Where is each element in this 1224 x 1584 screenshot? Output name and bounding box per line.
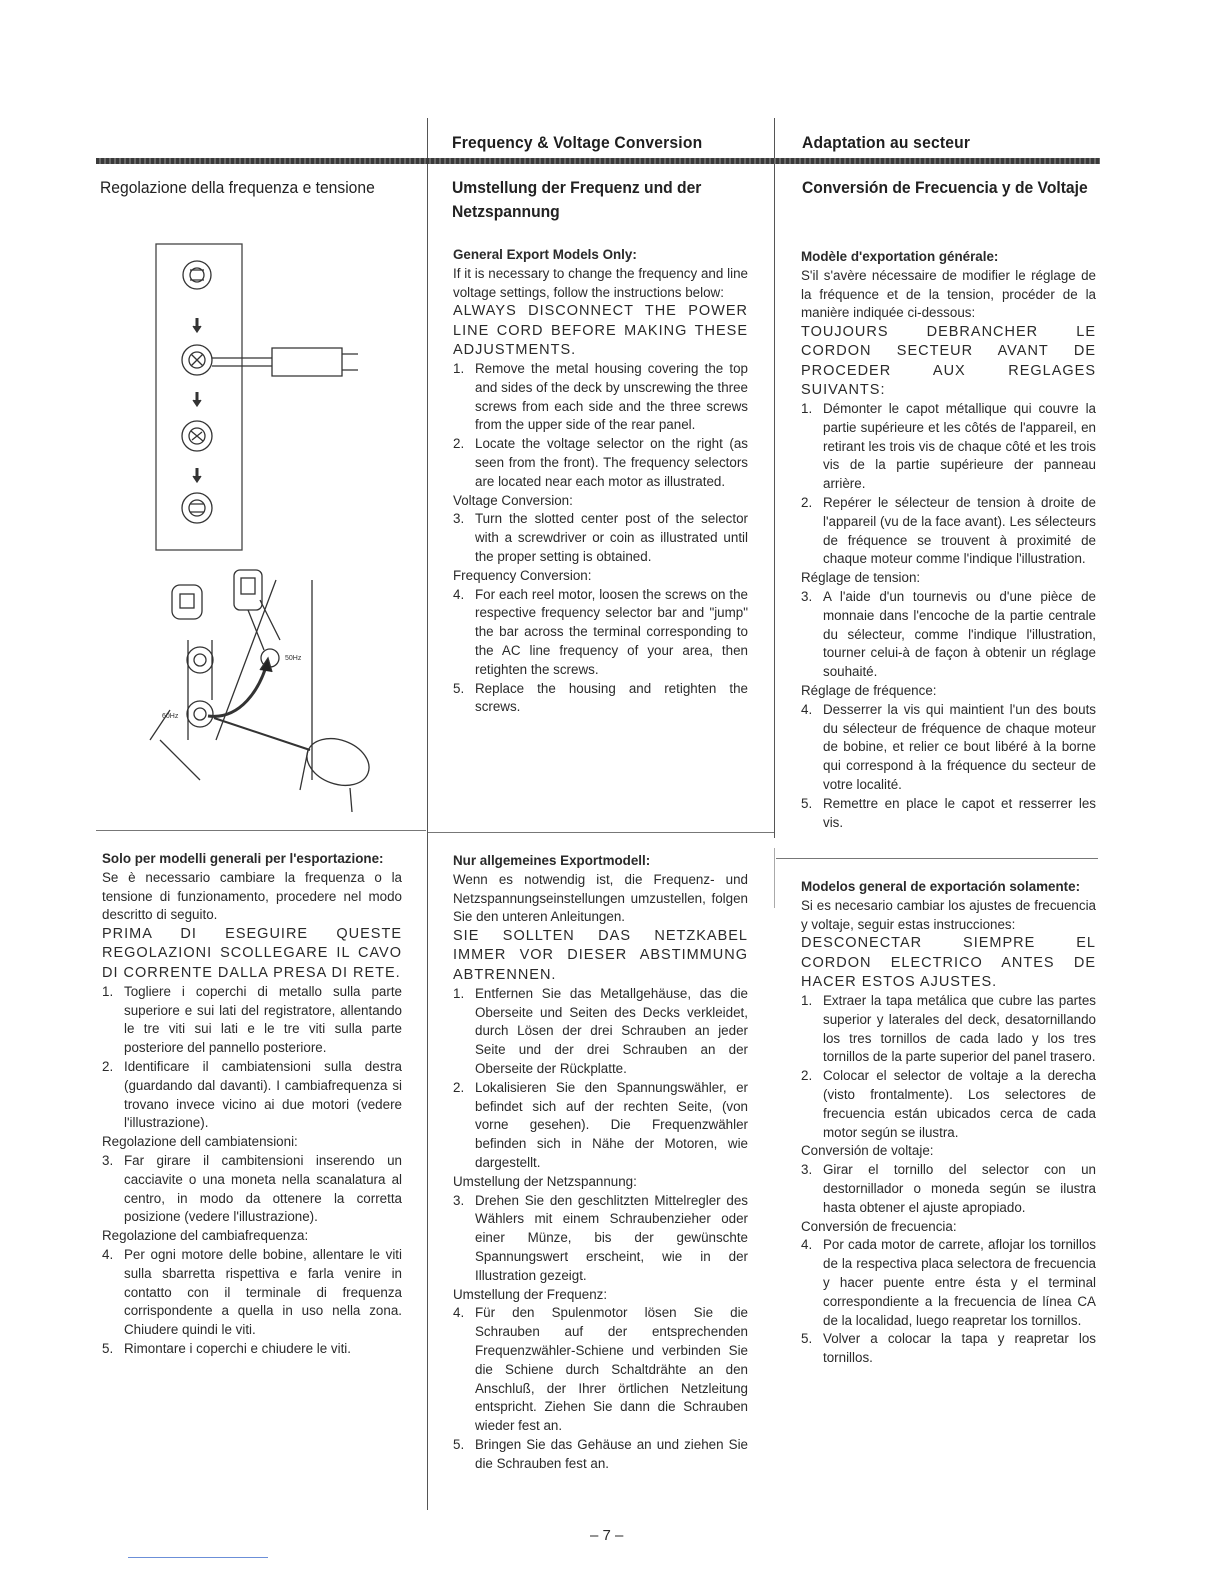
it-steps-b: [102, 1152, 402, 1227]
column-italian: [102, 850, 402, 1359]
fr-steps-c: [801, 701, 1096, 833]
column-english: [453, 246, 748, 717]
it-steps-c: [102, 1246, 402, 1359]
en-heading: General Export Models Only:: [453, 247, 637, 262]
en-step-5: 5. Replace the housing and retighten the screws.: [453, 680, 748, 715]
de-voltage-heading: Umstellung der Netzspannung:: [453, 1173, 637, 1189]
fr-step-3: 3. A l'aide d'un tournevis ou d'une pièce de monnaie dans l'encoche de la partie centrale du sélecteur, comme l'indique l'illustration, tourner celui-à de façon à obtenir un réglage souhaité.: [801, 588, 1096, 680]
fr-step-2: 2. Repérer le sélecteur de tension à droite de l'appareil (vu de la face avant). Les sélecteurs de fréquence se trouvent à proximité de chaque moteur comme l'indique l'illustration.: [801, 494, 1096, 567]
it-heading: Solo per modelli generali per l'esportazione:: [102, 851, 384, 866]
en-steps-a: [453, 360, 748, 492]
divider-right-bottom: [774, 848, 775, 908]
divider-left-top: [427, 118, 428, 1510]
es-heading: Modelos general de exportación solamente:: [801, 879, 1081, 894]
it-step-4: 4. Per ogni motore delle bobine, allentare le viti sulla sbarretta rispettiva e farla venire in contatto con il terminale di frequenza corrispondente a quella in uso nella zona. Chiudere quindi le viti.: [102, 1246, 402, 1338]
rule-mid-bottom: [428, 832, 774, 833]
en-step-2: 2. Locate the voltage selector on the right (as seen from the front). The frequency selectors are located near each motor as illustrated.: [453, 436, 748, 489]
es-step-1: 1. Extraer la tapa metálica que cubre las partes superior y laterales del deck, desatornillando los tres tornillos de cada lado y los tres tornillos de la parte superior del panel trasero.: [801, 993, 1096, 1065]
header-rule: [96, 158, 1100, 164]
es-steps-a: [801, 992, 1096, 1142]
de-step-4: 4. Für den Spulenmotor lösen Sie die Schrauben auf der entsprechenden Frequenzwähler-Schiene und verbinden Sie die Schiene durch Schaltdrähte an den Anschluß, der Ihrer örtlichen Netzleitung entspricht. Ziehen Sie dann die Schrauben wieder fest an.: [453, 1305, 748, 1434]
voltage-selector-step2: [182, 345, 358, 376]
footer-mark: [128, 1557, 268, 1558]
label-50hz: 50Hz: [285, 655, 302, 662]
page-number: – 7 –: [590, 1527, 624, 1544]
header-it: Regolazione della frequenza e tensione: [100, 178, 375, 197]
es-intro: Si es necesario cambiar los ajustes de frecuencia y voltaje, seguir estas instrucciones:: [801, 897, 1096, 932]
fr-frequency-heading: Réglage de fréquence:: [801, 682, 937, 698]
de-steps-c: [453, 1304, 748, 1473]
it-voltage-heading: Regolazione dell cambiatensioni:: [102, 1134, 298, 1150]
it-step-2: 2. Identificare il cambiatensioni sulla destra (guardando dal davanti). I cambiafrequenza si trovano invece vicino ai due motori (vedere l'illustrazione).: [102, 1058, 402, 1131]
illustration: [100, 240, 420, 820]
en-step-3: 3. Turn the slotted center post of the selector with a screwdriver or coin as illustrated until the proper setting is obtained.: [453, 511, 748, 564]
de-intro: Wenn es notwendig ist, die Frequenz- und Netzspannungseinstellungen umzustellen, folgen Sie den unteren Anleitungen.: [453, 871, 748, 925]
de-step-3: 3. Drehen Sie den geschlitzten Mittelregler des Wählers mit einem Schraubenzieher oder einer Münze, bis der gewünschte Spannungswert erscheint, wie in der Illustration gezeigt.: [453, 1192, 748, 1283]
it-step-1: 1. Togliere i coperchi di metallo sulla parte superiore e sui lati del registratore, allentando le tre viti sui lati e le tre viti sulla parte posteriore del pannello posteriore.: [102, 983, 402, 1056]
de-warning: SIE SOLLTEN DAS NETZKABEL IMMER VOR DIESER ABSTIMMUNG ABTRENNEN.: [453, 928, 748, 983]
en-step-4: 4. For each reel motor, loosen the screws on the respective frequency selector bar and "jump" the bar across the terminal corresponding to the AC line frequency of your area, then retighten the screws.: [453, 586, 748, 677]
de-steps-b: [453, 1192, 748, 1286]
column-spanish: [801, 878, 1096, 1368]
fr-step-4: 4. Desserrer la vis qui maintient l'un des bouts du sélecteur de fréquence de chaque moteur de bobine, et relier ce bout libéré à la borne qui correspond à la fréquence du secteur de votre localité.: [801, 701, 1096, 792]
voltage-selector-step3: [182, 421, 212, 451]
column-french: [801, 248, 1096, 832]
it-step-3: 3. Far girare il cambitensioni inserendo un cacciavite o una moneta nella scanalatura al centro, in modo da ottenere la corretta posizione (vedere l'illustrazione).: [102, 1152, 402, 1225]
rule-right-bottom: [776, 858, 1098, 859]
es-voltage-heading: Conversión de voltaje:: [801, 1143, 934, 1159]
es-step-2: 2. Colocar el selector de voltaje a la derecha (visto frontalmente). Los selectores de frecuencia están ubicados cerca de cada motor según se ilustra.: [801, 1068, 1096, 1140]
it-warning: PRIMA DI ESEGUIRE QUESTE REGOLAZIONI SCOLLEGARE IL CAVO DI CORRENTE DALLA PRESA DI RETE.: [102, 926, 402, 981]
es-warning: DESCONECTAR SIEMPRE EL CORDON ELECTRICO ANTES DE HACER ESTOS AJUSTES.: [801, 935, 1096, 990]
column-german: [453, 852, 748, 1474]
rule-left-bottom: [96, 830, 426, 831]
en-intro: If it is necessary to change the frequency and line voltage settings, follow the instructions below:: [453, 265, 748, 300]
de-step-1: 1. Entfernen Sie das Metallgehäuse, das die Oberseite und Seiten des Decks verkleidet, durch Lösen der drei Schrauben an jeder Seite und der drei Schrauben an der Oberseite der Rückplatte.: [453, 985, 748, 1076]
en-steps-c: [453, 586, 748, 718]
en-voltage-heading: Voltage Conversion:: [453, 492, 573, 508]
en-step-1: 1. Remove the metal housing covering the top and sides of the deck by unscrewing the three screws from each side and the three screws from the upper side of the rear panel.: [453, 361, 748, 433]
de-steps-a: [453, 985, 748, 1173]
es-steps-c: [801, 1236, 1096, 1368]
fr-warning: TOUJOURS DEBRANCHER LE CORDON SECTEUR AVANT DE PROCEDER AUX REGLAGES SUIVANTS:: [801, 324, 1096, 398]
it-frequency-heading: Regolazione del cambiafrequenza:: [102, 1228, 309, 1244]
es-step-3: 3. Girar el tornillo del selector con un destornillador o moneda según se ilustra hasta obtener el ajuste apropiado.: [801, 1162, 1096, 1215]
divider-right-top: [774, 118, 775, 838]
fr-step-1: 1. Démonter le capot métallique qui couvre la partie supérieure et les côtés de l'appareil, en retirant les trois vis de chaque côté et les trois vis de la partie supérieure der panneau arrière.: [801, 401, 1096, 492]
en-warning: ALWAYS DISCONNECT THE POWER LINE CORD BEFORE MAKING THESE ADJUSTMENTS.: [453, 303, 748, 358]
en-frequency-heading: Frequency Conversion:: [453, 567, 592, 583]
de-step-2: 2. Lokalisieren Sie den Spannungswähler, er befindet sich auf der rechten Seite, (von vorne gesehen). Die Frequenzwähler befinden sich in Nähe der Motoren, wie dargestellt.: [453, 1079, 748, 1170]
fr-steps-a: [801, 400, 1096, 569]
de-frequency-heading: Umstellung der Frequenz:: [453, 1286, 608, 1302]
it-steps-a: [102, 983, 402, 1133]
voltage-selector-step1: [183, 261, 211, 289]
es-step-5: 5. Volver a colocar la tapa y reapretar los tornillos.: [801, 1331, 1096, 1366]
frequency-selector-drawing: [150, 570, 376, 812]
es-steps-b: [801, 1161, 1096, 1217]
header-fr: Adaptation au secteur: [802, 133, 971, 152]
it-step-5: 5. Rimontare i coperchi e chiudere le viti.: [102, 1340, 352, 1356]
header-de: Umstellung der Frequenz und der Netzspannung: [452, 178, 702, 221]
fr-step-5: 5. Remettre en place le capot et resserrer les vis.: [801, 795, 1096, 830]
it-intro: Se è necessario cambiare la frequenza o la tensione di funzionamento, procedere nel modo descritto di seguito.: [102, 869, 402, 923]
header-es: Conversión de Frecuencia y de Voltaje: [802, 178, 1088, 197]
de-heading: Nur allgemeines Exportmodell:: [453, 853, 651, 868]
label-60hz: 60Hz: [162, 713, 179, 720]
es-frequency-heading: Conversión de frecuencia:: [801, 1218, 957, 1234]
es-step-4: 4. Por cada motor de carrete, aflojar los tornillos de la respectiva placa selectora de frecuencia y hacer puente entre ésta y el terminal correspondiente a la frecuencia de línea CA de la localidad, luego reapretar los tornillos.: [801, 1237, 1096, 1328]
fr-voltage-heading: Réglage de tension:: [801, 570, 921, 586]
voltage-selector-step4: [182, 493, 212, 523]
en-steps-b: [453, 510, 748, 566]
de-step-5: 5. Bringen Sie das Gehäuse an und ziehen Sie die Schrauben fest an.: [453, 1436, 748, 1471]
header-en: Frequency & Voltage Conversion: [452, 133, 703, 152]
fr-steps-b: [801, 588, 1096, 682]
fr-heading: Modèle d'exportation générale:: [801, 249, 999, 264]
fr-intro: S'il s'avère nécessaire de modifier le réglage de la fréquence et de la tension, procéder de la manière indiquée ci-dessous:: [801, 267, 1096, 321]
